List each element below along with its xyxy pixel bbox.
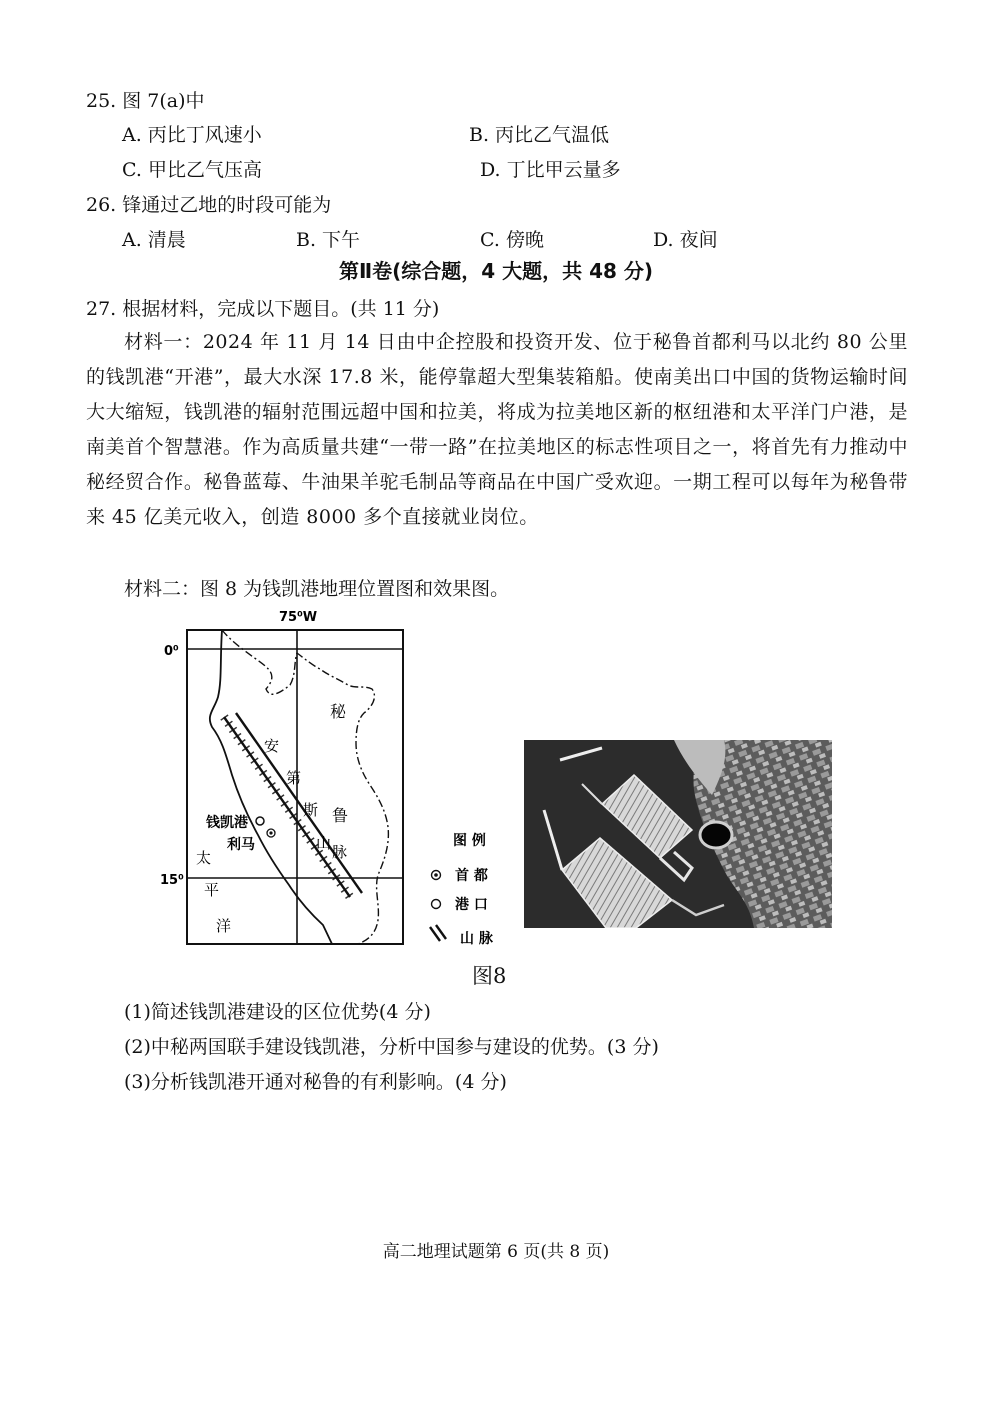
q27-sub-3: (3)分析钱凯港开通对秘鲁的有利影响。(4 分) (124, 1071, 507, 1093)
country-border (222, 630, 388, 944)
q27-sub-1: (1)简述钱凯港建设的区位优势(4 分) (124, 1001, 431, 1023)
label-andes-2: 第 (286, 769, 302, 787)
q25-option-a: A. 丙比丁风速小 (122, 124, 262, 146)
q27-material-1: 材料一：2024 年 11 月 14 日由中企控股和投资开发、位于秘鲁首都利马以北约 80 公里的钱凯港“开港”，最大水深 17.8 米，能停靠超大型集装箱船。使南美出口中国的货物运输时间大大缩短，钱凯港的辐射范围远超中国和拉美，将成为拉美地区新的枢纽港和太平洋门户港，是南美首个智慧港。作为高质量共建“一带一路”在拉美地区的标志性项目之一，将首先有力推动中秘经贸合作。秘鲁蓝莓、牛油果羊驼毛制品等商品在中国广受欢迎。一期工程可以每年为秘鲁带来 45 亿美元收入，创造 8000 多个直接就业岗位。 (86, 331, 908, 528)
label-andes-5: 脉 (332, 843, 348, 861)
q26-option-d: D. 夜间 (653, 229, 718, 251)
lat-label-0: 0⁰ (164, 644, 179, 659)
label-peru-2: 鲁 (332, 806, 349, 825)
label-andes-4: 山 (316, 834, 332, 852)
label-peru-1: 秘 (330, 702, 347, 721)
label-andes-3: 斯 (303, 801, 319, 819)
q25-option-d: D. 丁比甲云量多 (480, 159, 621, 181)
legend-port-label: 港 口 (455, 897, 488, 913)
legend-mountain-label: 山 脉 (460, 931, 493, 947)
page-footer: 高二地理试题第 6 页(共 8 页) (382, 1242, 610, 1262)
label-andes-1: 安 (264, 737, 280, 755)
q26-option-c: C. 傍晚 (480, 229, 544, 251)
figure-caption: 图8 (472, 964, 507, 988)
legend-port-icon (432, 900, 441, 909)
q26-stem: 26. 锋通过乙地的时段可能为 (86, 194, 332, 216)
coastline (210, 630, 332, 944)
label-ocean-3: 洋 (216, 917, 232, 935)
capital-marker-dot (269, 831, 272, 834)
label-qiankai-port: 钱凯港 (206, 815, 248, 831)
lat-label-15: 15⁰ (160, 873, 184, 888)
location-map (160, 605, 505, 955)
reservoir (700, 822, 732, 848)
q27-sub-2: (2)中秘两国联手建设钱凯港，分析中国参与建设的优势。(3 分) (124, 1036, 659, 1058)
lon-label: 75⁰W (279, 610, 318, 625)
label-lima: 利马 (227, 837, 255, 853)
q25-stem: 25. 图 7(a)中 (86, 90, 205, 112)
legend-capital-label: 首 都 (455, 868, 488, 884)
q27-material-2: 材料二：图 8 为钱凯港地理位置图和效果图。 (124, 578, 510, 600)
q25-option-c: C. 甲比乙气压高 (122, 159, 262, 181)
q26-option-b: B. 下午 (296, 229, 361, 251)
q26-option-a: A. 清晨 (122, 229, 186, 251)
q27-stem: 27. 根据材料，完成以下题目。(共 11 分) (86, 298, 440, 320)
q25-option-b: B. 丙比乙气温低 (469, 124, 610, 146)
port-rendering-photo (524, 740, 832, 928)
label-ocean-1: 太 (196, 849, 212, 867)
section-title: 第Ⅱ卷(综合题，4 大题，共 48 分) (338, 259, 654, 283)
legend-mountain-icon (430, 925, 446, 941)
andes-mountain-symbol (224, 713, 362, 897)
legend-title: 图 例 (453, 833, 486, 849)
port-marker (256, 817, 264, 825)
label-ocean-2: 平 (204, 881, 220, 899)
